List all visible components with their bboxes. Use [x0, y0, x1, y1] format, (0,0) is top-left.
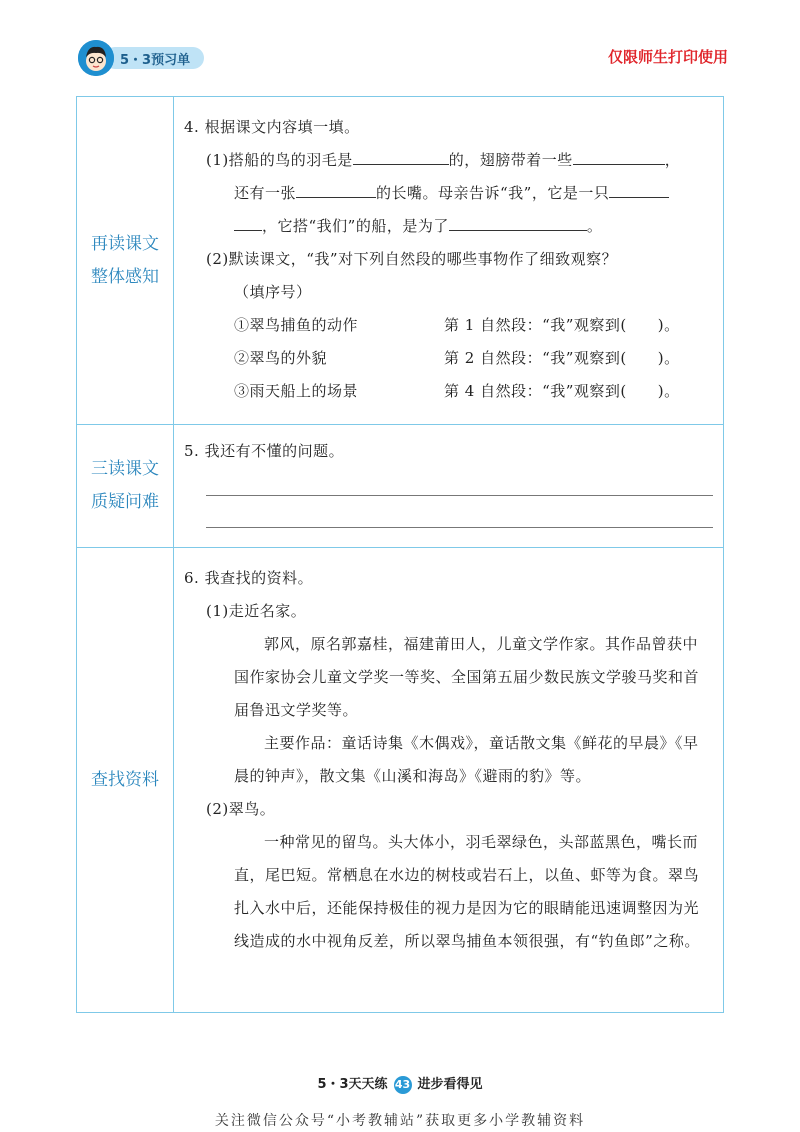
answer-blank[interactable]: [573, 148, 665, 165]
section-label: 再读课文 整体感知: [77, 97, 174, 424]
question-part-2: (2)默读课文，“我”对下列自然段的哪些事物作了细致观察？: [206, 250, 618, 268]
question-4: [174, 97, 723, 424]
series-badge-label: 5・3预习单: [104, 47, 204, 69]
section-research: [77, 547, 723, 1012]
author-bio: 郭风，原名郭嘉桂，福建莆田人，儿童文学作家。其作品曾获中国作家协会儿童文学奖一等奖、全国第五届少数民族文学骏马奖和首届鲁迅文学奖等。: [234, 635, 700, 719]
mascot-avatar-icon: [78, 40, 114, 76]
answer-line[interactable]: [206, 527, 713, 528]
question-title: 6. 我查找的资料。: [184, 569, 314, 587]
answer-blank[interactable]: [449, 214, 587, 231]
worksheet-table: [76, 96, 724, 1013]
answer-blank[interactable]: [296, 181, 376, 198]
question-6: [174, 548, 723, 1012]
author-works: 主要作品：童话诗集《木偶戏》，童话散文集《鲜花的早晨》《早晨的钟声》，散文集《山溪和海岛》《避雨的豹》等。: [234, 734, 699, 785]
wechat-notice: 关注微信公众号“小考教辅站”获取更多小学教辅资料: [214, 1113, 586, 1129]
answer-blank[interactable]: [234, 214, 262, 231]
option-row: ①翠鸟捕鱼的动作 第 1 自然段：“我”观察到( )。: [234, 316, 680, 334]
section-label: 三读课文 质疑问难: [77, 425, 174, 547]
section-label: 查找资料: [77, 548, 174, 1012]
section-reread-overview: [77, 97, 723, 424]
kingfisher-description: 一种常见的留鸟。头大体小，羽毛翠绿色，头部蓝黑色，嘴长而直，尾巴短。常栖息在水边的树枝或岩石上，以鱼、虾等为食。翠鸟扎入水中后，还能保持极佳的视力是因为它的眼睛能迅速调整因为光线造成的水中视角反差，所以翠鸟捕鱼本领很强，有“钓鱼郎”之称。: [234, 833, 700, 950]
question-title: 4. 根据课文内容填一填。: [184, 118, 360, 136]
page-number: 43: [394, 1076, 412, 1094]
page-footer: 5・3天天练 43 进步看得见: [317, 1077, 483, 1092]
option-row: ②翠鸟的外貌 第 2 自然段：“我”观察到( )。: [234, 349, 680, 367]
answer-blank[interactable]: [609, 181, 669, 198]
subsection-title: (2)翠鸟。: [206, 800, 276, 818]
section-question-doubts: [77, 424, 723, 547]
question-note: （填序号）: [234, 283, 312, 301]
option-row: ③雨天船上的场景 第 4 自然段：“我”观察到( )。: [234, 382, 680, 400]
fill-line-2: 还有一张 的长嘴。母亲告诉“我”，它是一只: [184, 177, 723, 210]
subsection-title: (1)走近名家。: [206, 602, 307, 620]
question-title: 5. 我还有不懂的问题。: [184, 442, 345, 460]
question-5: [174, 425, 723, 547]
page-header: [78, 40, 728, 76]
series-badge: [78, 40, 204, 76]
fill-line-3: ，它搭“我们”的船，是为了 。: [184, 210, 723, 243]
usage-restriction: 仅限师生打印使用: [607, 48, 728, 66]
fill-line-1: (1)搭船的鸟的羽毛是 的，翅膀带着一些 ，: [184, 144, 723, 177]
answer-blank[interactable]: [353, 148, 449, 165]
